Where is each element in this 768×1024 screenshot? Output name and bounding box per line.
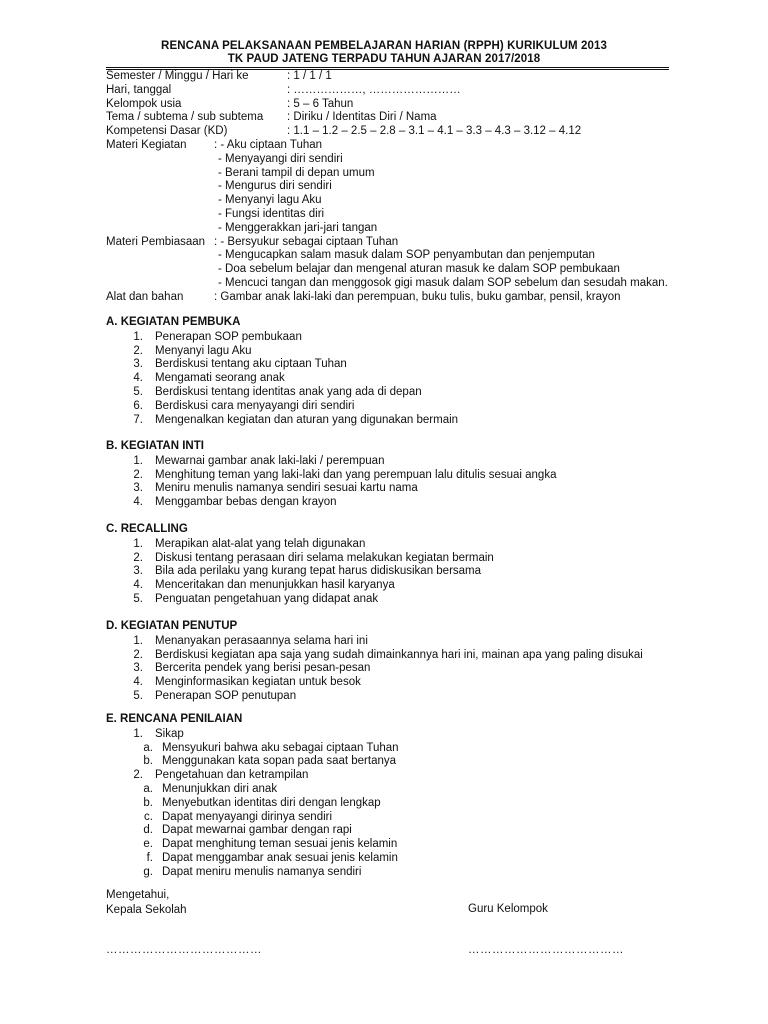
info-row-kelompok [106, 98, 676, 112]
materi-kegiatan-label: Materi Kegiatan [106, 138, 187, 151]
info-label: Kelompok usia [106, 97, 182, 110]
alat-bahan-label: Alat dan bahan [106, 290, 184, 303]
alat-bahan-row [106, 291, 676, 305]
signature-line-guru: ………………………………… [468, 944, 624, 956]
sub-list-letter: g. [143, 865, 153, 878]
list-number: 4. [133, 676, 143, 689]
sub-list-item [106, 811, 666, 825]
section-recalling [106, 523, 666, 607]
sub-list-text: Menggunakan kata sopan pada saat bertanya [162, 755, 397, 768]
list-number: 6. [133, 399, 143, 412]
info-label: Hari, tanggal [106, 83, 172, 96]
list-text: Merapikan alat-alat yang telah digunakan [155, 537, 366, 550]
materi-kegiatan-item: - Berani tampil di depan umum [218, 166, 375, 179]
section-title: B. KEGIATAN INTI [106, 440, 204, 452]
sub-list-text: Dapat menggambar anak sesuai jenis kelamin [162, 851, 398, 864]
list-number: 2. [133, 551, 143, 564]
list-text: Menginformasikan kegiatan untuk besok [155, 676, 361, 689]
info-label: Semester / Minggu / Hari ke [106, 70, 249, 82]
list-text: Pengetahuan dan ketrampilan [155, 769, 309, 782]
sub-list-text: Menunjukkan diri anak [162, 782, 278, 795]
list-item [106, 469, 666, 483]
list-item [106, 649, 666, 663]
list-text: Mewarnai gambar anak laki-laki / perempuan [155, 454, 385, 467]
list-number: 3. [133, 565, 143, 578]
materi-kegiatan-item: - Menyayangi diri sendiri [218, 152, 343, 165]
section-kegiatan-penutup [106, 620, 666, 704]
section-kegiatan-inti [106, 440, 666, 510]
materi-kegiatan-item: - Menyanyi lagu Aku [218, 194, 322, 207]
sub-list-item [106, 852, 666, 866]
list-number: 2. [133, 648, 143, 661]
materi-pembiasaan-first: : - Bersyukur sebagai ciptaan Tuhan [214, 235, 399, 248]
list-item [106, 400, 666, 414]
list-number: 3. [133, 482, 143, 495]
list-item [106, 414, 666, 428]
list-text: Berdiskusi cara menyayangi diri sendiri [155, 399, 355, 412]
list-text: Berdiskusi tentang aku ciptaan Tuhan [155, 358, 347, 371]
list-item [106, 579, 666, 593]
info-label: Tema / subtema / sub subtema [106, 111, 264, 124]
sub-list-text: Dapat menghitung teman sesuai jenis kelamin [162, 838, 398, 851]
list-text: Menanyakan perasaannya selama hari ini [155, 634, 368, 647]
kepala-sekolah-label: Kepala Sekolah [106, 903, 187, 916]
sub-list-letter: a. [143, 741, 153, 754]
document-title-line1: RENCANA PELAKSANAAN PEMBELAJARAN HARIAN (RPPH) KURIKULUM 2013 [161, 40, 607, 52]
list-text: Mengamati seorang anak [155, 372, 285, 385]
info-row-tanggal [106, 84, 676, 98]
list-text: Menyanyi lagu Aku [155, 344, 252, 357]
list-text: Penguatan pengetahuan yang didapat anak [155, 592, 379, 605]
identity-block [106, 70, 676, 305]
list-item [106, 358, 666, 372]
list-text: Menghitung teman yang laki-laki dan yang perempuan lalu ditulis sesuai angka [155, 468, 557, 481]
list-text: Berdiskusi tentang identitas anak yang ada di depan [155, 385, 422, 398]
sub-list-letter: c. [144, 810, 153, 823]
sub-list-letter: b. [143, 755, 153, 768]
list-text: Penerapan SOP pembukaan [155, 330, 302, 343]
list-text: Sikap [155, 727, 184, 740]
materi-kegiatan-first: : - Aku ciptaan Tuhan [214, 138, 323, 151]
list-text: Meniru menulis namanya sendiri sesuai kartu nama [155, 482, 418, 495]
list-number: 1. [133, 537, 143, 550]
list-text: Menggambar bebas dengan krayon [155, 496, 337, 509]
list-item [106, 676, 666, 690]
list-text: Berdiskusi kegiatan apa saja yang sudah dimainkannya hari ini, mainan apa yang paling disukai [155, 648, 643, 661]
section-title: A. KEGIATAN PEMBUKA [106, 316, 241, 328]
list-text: Bercerita pendek yang berisi pesan-pesan [155, 662, 371, 675]
materi-pembiasaan-label: Materi Pembiasaan [106, 235, 206, 248]
list-item [106, 482, 666, 496]
sub-list-text: Mensyukuri bahwa aku sebagai ciptaan Tuhan [162, 741, 399, 754]
sub-list-text: Menyebutkan identitas diri dengan lengkap [162, 796, 381, 809]
info-value: : 1.1 – 1.2 – 2.5 – 2.8 – 3.1 – 4.1 – 3.3 – 4.3 – 3.12 – 4.12 [287, 125, 582, 138]
document-title-line2: TK PAUD JATENG TERPADU TAHUN AJARAN 2017/2018 [227, 53, 541, 65]
header-rule-top [106, 67, 669, 68]
list-number: 5. [133, 592, 143, 605]
mengetahui-label: Mengetahui, [106, 889, 170, 901]
list-number: 1. [133, 454, 143, 467]
section-kegiatan-pembuka [106, 316, 666, 427]
list-item [106, 538, 666, 552]
sub-list-letter: d. [143, 824, 153, 837]
sub-list-letter: e. [143, 838, 153, 851]
materi-kegiatan-item: - Menggerakkan jari-jari tangan [218, 221, 378, 234]
list-item [106, 331, 666, 345]
list-text: Diskusi tentang perasaan diri selama melakukan kegiatan bermain [155, 551, 494, 564]
alat-bahan-value: : Gambar anak laki-laki dan perempuan, buku tulis, buku gambar, pensil, krayon [214, 290, 621, 303]
list-number: 3. [133, 358, 143, 371]
sub-list-item [106, 866, 666, 880]
list-number: 4. [133, 496, 143, 509]
list-item [106, 593, 666, 607]
info-value: : 1 / 1 / 1 [287, 70, 332, 82]
list-item [106, 345, 666, 359]
sub-list-text: Dapat mewarnai gambar dengan rapi [162, 824, 352, 837]
list-item [106, 690, 666, 704]
list-number: 5. [133, 385, 143, 398]
list-text: Menceritakan dan menunjukkan hasil karyanya [155, 579, 395, 592]
info-value: : 5 – 6 Tahun [287, 97, 354, 110]
list-item [106, 728, 666, 742]
list-number: 5. [133, 689, 143, 702]
sub-list-item [106, 797, 666, 811]
materi-pembiasaan-item: - Mencuci tangan dan menggosok gigi masuk dalam SOP sebelum dan sesudah makan. [218, 276, 668, 289]
list-number: 1. [133, 330, 143, 343]
materi-pembiasaan-item: - Doa sebelum belajar dan mengenal aturan masuk ke dalam SOP pembukaan [218, 263, 620, 276]
list-number: 7. [133, 413, 143, 426]
list-number: 4. [133, 372, 143, 385]
list-item [106, 635, 666, 649]
info-row-kd [106, 125, 676, 139]
list-number: 1. [133, 727, 143, 740]
list-item [106, 496, 666, 510]
info-value: : Diriku / Identitas Diri / Nama [287, 111, 437, 124]
list-item [106, 372, 666, 386]
materi-kegiatan-row [106, 139, 676, 153]
section-title: E. RENCANA PENILAIAN [106, 713, 243, 725]
sub-list-item [106, 824, 666, 838]
list-number: 2. [133, 769, 143, 782]
sub-list-text: Dapat menyayangi dirinya sendiri [162, 810, 333, 823]
materi-kegiatan-item: - Fungsi identitas diri [218, 207, 325, 220]
signature-line-kepala: ………………………………… [106, 944, 262, 956]
sub-list-item [106, 755, 666, 769]
list-number: 3. [133, 662, 143, 675]
list-number: 1. [133, 634, 143, 647]
sub-list-letter: a. [143, 782, 153, 795]
section-title: D. KEGIATAN PENUTUP [106, 620, 238, 632]
materi-pembiasaan-row [106, 236, 676, 250]
list-text: Mengenalkan kegiatan dan aturan yang digunakan bermain [155, 413, 459, 426]
sub-list-letter: b. [143, 796, 153, 809]
guru-kelompok-label: Guru Kelompok [468, 903, 548, 915]
section-rencana-penilaian [106, 713, 666, 880]
list-item [106, 662, 666, 676]
info-row-tema [106, 111, 676, 125]
list-item [106, 455, 666, 469]
sub-list-item [106, 742, 666, 756]
info-value: : ………………, …………………… [287, 83, 461, 96]
materi-kegiatan-item: - Mengurus diri sendiri [218, 180, 332, 193]
materi-pembiasaan-item: - Mengucapkan salam masuk dalam SOP penyambutan dan penjemputan [218, 249, 595, 262]
signature-block [106, 888, 666, 917]
list-number: 4. [133, 579, 143, 592]
section-title: C. RECALLING [106, 523, 188, 535]
list-number: 2. [133, 344, 143, 357]
list-text: Penerapan SOP penutupan [155, 689, 297, 702]
sub-list-letter: f. [146, 851, 153, 864]
sub-list-item [106, 838, 666, 852]
list-text: Bila ada perilaku yang kurang tepat harus didiskusikan bersama [155, 565, 482, 578]
sub-list-text: Dapat meniru menulis namanya sendiri [162, 865, 362, 878]
info-label: Kompetensi Dasar (KD) [106, 125, 228, 138]
list-item [106, 769, 666, 783]
list-item [106, 565, 666, 579]
info-row-semester [106, 70, 676, 84]
list-number: 2. [133, 468, 143, 481]
list-item [106, 386, 666, 400]
sub-list-item [106, 783, 666, 797]
list-item [106, 552, 666, 566]
